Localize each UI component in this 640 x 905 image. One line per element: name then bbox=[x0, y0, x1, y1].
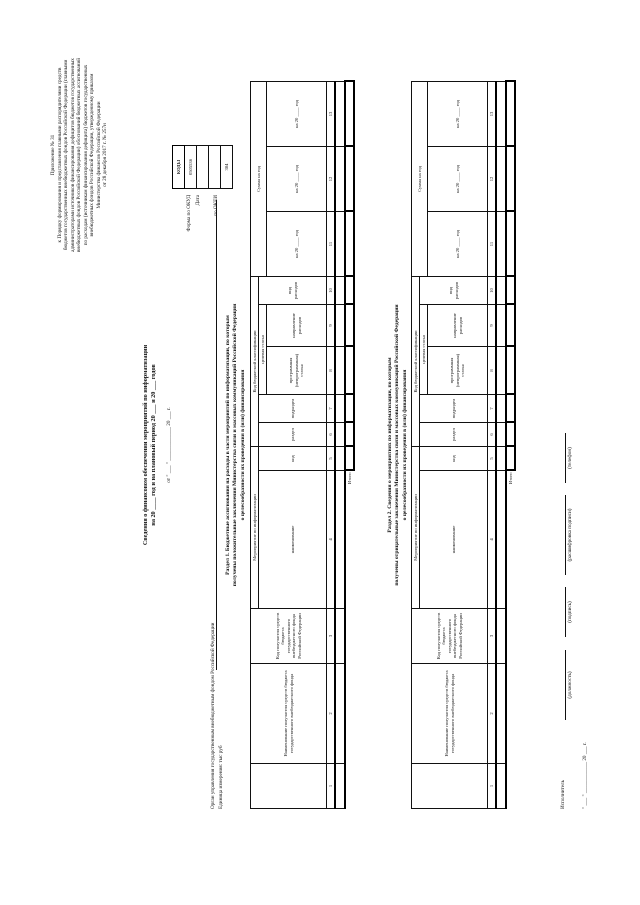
th-podrazdel: подраздел bbox=[420, 394, 488, 422]
intro-line: Министерства финансов Российской Федерации bbox=[95, 101, 102, 209]
th-target: целевая статья bbox=[259, 304, 267, 394]
date-label: Дата bbox=[195, 195, 201, 206]
footer-date: " ___ " ____________ 20 ___ г. bbox=[582, 742, 588, 809]
th-code: код bbox=[420, 446, 488, 470]
section1-title-line: Раздел 1. Бюджетные ассигнования на расходы в части мероприятий по информатизации, по которым bbox=[225, 315, 231, 575]
th-col2: Наименование получателя средств бюджета государственного внебюджетного фонда bbox=[412, 664, 488, 764]
col-num: 13 bbox=[488, 81, 496, 146]
col-num: 7 bbox=[488, 394, 496, 422]
col-num: 2 bbox=[327, 664, 335, 764]
itogo-cell bbox=[345, 146, 354, 211]
table-cell bbox=[335, 394, 345, 422]
th-kbk: Код бюджетной классификации bbox=[251, 276, 259, 446]
th-year3: на 20 ____ год bbox=[267, 81, 327, 146]
section2-title-line: о целесообразности их проведения в (или) финансирования bbox=[401, 369, 408, 521]
codes-header: КОДЫ bbox=[173, 146, 185, 189]
table-cell bbox=[496, 211, 506, 276]
table-cell bbox=[496, 394, 506, 422]
th-target: целевая статья bbox=[420, 304, 428, 394]
th-program: программная (непрограммная) статья bbox=[428, 346, 488, 394]
section1-title bbox=[225, 185, 247, 705]
table-cell bbox=[335, 211, 345, 276]
th-direction: направление расходов bbox=[267, 304, 327, 346]
col-num: 6 bbox=[488, 422, 496, 446]
col-num: 1 bbox=[327, 764, 335, 809]
appendix-block bbox=[50, 5, 109, 305]
decoding-caption: (расшифровка подписи) bbox=[567, 508, 573, 562]
table-cell bbox=[335, 146, 345, 211]
okei-label: по ОКЕИ bbox=[213, 195, 219, 216]
col-num: 4 bbox=[327, 471, 335, 609]
th-name: наименование bbox=[420, 471, 488, 609]
code-date bbox=[197, 146, 209, 189]
th-year2: на 20 ____ год bbox=[428, 146, 488, 211]
th-podrazdel: подраздел bbox=[259, 394, 327, 422]
unit-label: Единица измерения: тыс руб bbox=[218, 745, 224, 809]
table-cell bbox=[496, 664, 506, 764]
th-measures: Мероприятие по информатизации bbox=[251, 446, 259, 608]
th-col3: Код получателя средств бюджета государственного внебюджетного фонда Российской Федерации bbox=[251, 609, 327, 664]
col-num: 5 bbox=[327, 446, 335, 470]
itogo-cell bbox=[345, 81, 354, 146]
itogo-cell bbox=[345, 394, 354, 422]
table-cell bbox=[335, 764, 345, 809]
table-cell bbox=[496, 446, 506, 470]
itogo-label: Итого bbox=[346, 472, 352, 485]
table-cell bbox=[335, 422, 345, 446]
signature-line bbox=[565, 587, 566, 637]
table-cell bbox=[496, 422, 506, 446]
section2-title bbox=[387, 185, 409, 705]
table-cell bbox=[496, 471, 506, 609]
table-cell bbox=[335, 276, 345, 304]
th-measures: Мероприятие по информатизации bbox=[412, 446, 420, 608]
th-direction: направление расходов bbox=[428, 304, 488, 346]
col-num: 12 bbox=[488, 146, 496, 211]
section1-title-line: получены положительные заключения Министерства связи и массовых коммуникаций Российской Федерации bbox=[232, 303, 239, 587]
title-date-line: от " ___ " _____________ 20 ___ г. bbox=[166, 407, 172, 483]
section1-title-line: о целесообразности их проведения в (или) финансирования bbox=[239, 369, 246, 521]
col-num: 8 bbox=[327, 346, 335, 394]
th-col3: Код получателя средств бюджета государственного внебюджетного фонда Российской Федерации bbox=[412, 609, 488, 664]
itogo-cell bbox=[506, 394, 515, 422]
table-cell bbox=[335, 346, 345, 394]
col-num: 7 bbox=[327, 394, 335, 422]
col-num: 4 bbox=[488, 471, 496, 609]
title-line-2: на 20 ____ год и на плановый период 20 ___ и 20 ___ годов bbox=[150, 364, 158, 526]
itogo-cell bbox=[506, 146, 515, 211]
col-num: 11 bbox=[488, 211, 496, 276]
table-cell bbox=[496, 81, 506, 146]
code-okud: 0505536 bbox=[185, 146, 197, 189]
th-name: наименование bbox=[259, 471, 327, 609]
th-code: код bbox=[259, 446, 327, 470]
col-num: 10 bbox=[488, 276, 496, 304]
col-num: 1 bbox=[488, 764, 496, 809]
itogo-cell bbox=[345, 446, 354, 470]
intro-line: внебюджетных фондов Российской Федерации) обоснований бюджетных ассигнований bbox=[76, 58, 82, 253]
intro-line: по расходам (источникам финансирования дефицита) бюджетов государственных bbox=[82, 64, 89, 246]
table-cell bbox=[496, 304, 506, 346]
itogo-cell bbox=[506, 346, 515, 394]
page-title bbox=[142, 185, 158, 705]
itogo-cell bbox=[506, 81, 515, 146]
executor-label: Исполнитель bbox=[560, 779, 566, 809]
section2-title-line: получены отрицательные заключения Министерства связи и массовых коммуникаций Российской Федерации bbox=[394, 304, 401, 586]
table-cell bbox=[335, 471, 345, 609]
table-cell bbox=[335, 609, 345, 664]
appendix-number: Приложение № 31 bbox=[50, 134, 56, 176]
table-section-2 bbox=[411, 80, 516, 809]
th-razdel: раздел bbox=[420, 422, 488, 446]
itogo-cell bbox=[506, 211, 515, 276]
col-num: 9 bbox=[488, 304, 496, 346]
phone-caption: (телефон) bbox=[567, 447, 573, 469]
forma-label: Форма по ОКУД bbox=[186, 195, 192, 232]
col-num: 11 bbox=[327, 211, 335, 276]
position-caption: (должность) bbox=[567, 671, 573, 699]
code-okei: 384 bbox=[221, 146, 233, 189]
itogo-cell bbox=[506, 422, 515, 446]
table-cell bbox=[335, 81, 345, 146]
th-col2: Наименование получателя средств бюджета государственного внебюджетного фонда bbox=[251, 664, 327, 764]
th-col1 bbox=[412, 764, 488, 809]
th-year2: на 20 ____ год bbox=[267, 146, 327, 211]
table-section-1 bbox=[250, 80, 355, 809]
th-vid: вид расходов bbox=[420, 276, 488, 304]
spacer-cell bbox=[506, 609, 515, 809]
th-sum: Сумма на год bbox=[412, 81, 428, 276]
col-num: 8 bbox=[488, 346, 496, 394]
col-num: 13 bbox=[327, 81, 335, 146]
phone-line bbox=[565, 433, 566, 483]
org-underline bbox=[216, 200, 217, 670]
itogo-cell bbox=[506, 446, 515, 470]
th-vid: вид расходов bbox=[259, 276, 327, 304]
itogo-cell bbox=[345, 211, 354, 276]
signature-caption: (подпись) bbox=[567, 601, 573, 623]
position-line bbox=[565, 650, 566, 720]
col-num: 12 bbox=[327, 146, 335, 211]
intro-line: администраторами источников финансирования дефицитов бюджетов государственных bbox=[69, 58, 76, 252]
itogo-cell bbox=[345, 276, 354, 304]
th-razdel: раздел bbox=[259, 422, 327, 446]
table-cell bbox=[496, 764, 506, 809]
table-cell bbox=[335, 446, 345, 470]
codes-table bbox=[172, 145, 233, 189]
col-num: 5 bbox=[488, 446, 496, 470]
th-kbk: Код бюджетной классификации bbox=[412, 276, 420, 446]
th-year1: на 20 ____ год bbox=[428, 211, 488, 276]
intro-line: от 28 декабря 2017 г. № 257н bbox=[102, 123, 108, 187]
decoding-line bbox=[565, 495, 566, 575]
table-cell bbox=[335, 304, 345, 346]
table-cell bbox=[496, 146, 506, 211]
col-num: 10 bbox=[327, 276, 335, 304]
intro-line: к Порядку формирования и представления главными распорядителями средств bbox=[56, 67, 63, 243]
org-label: Орган управления государственным внебюджетным фондом Российской Федерации bbox=[210, 622, 216, 809]
intro-line: внебюджетных фондов Российской Федерации, утвержденному приказом bbox=[89, 73, 95, 237]
col-num: 9 bbox=[327, 304, 335, 346]
col-num: 2 bbox=[488, 664, 496, 764]
spacer-cell bbox=[345, 609, 354, 809]
col-num: 6 bbox=[327, 422, 335, 446]
table-cell bbox=[496, 609, 506, 664]
table-cell bbox=[335, 664, 345, 764]
itogo-cell bbox=[345, 346, 354, 394]
col-num: 3 bbox=[488, 609, 496, 664]
col-num: 3 bbox=[327, 609, 335, 664]
itogo-cell bbox=[345, 422, 354, 446]
table-cell bbox=[496, 276, 506, 304]
itogo-cell bbox=[345, 304, 354, 346]
itogo-cell bbox=[506, 304, 515, 346]
intro-line: бюджетов государственных внебюджетных фондов Российской Федерации (главными bbox=[63, 59, 69, 251]
th-year1: на 20 ____ год bbox=[267, 211, 327, 276]
th-program: программная (непрограммная) статья bbox=[267, 346, 327, 394]
section2-title-line: Раздел 2. Сведения о мероприятиях по информатизации, по которым bbox=[387, 357, 393, 533]
code-blank bbox=[209, 146, 221, 189]
th-year3: на 20 ____ год bbox=[428, 81, 488, 146]
table-cell bbox=[496, 346, 506, 394]
itogo-cell bbox=[506, 276, 515, 304]
th-sum: Сумма на год bbox=[251, 81, 267, 276]
title-line-1: Сведения о финансовом обеспечении мероприятий по информатизации bbox=[142, 344, 149, 546]
th-col1 bbox=[251, 764, 327, 809]
itogo-label: Итого bbox=[507, 472, 513, 485]
